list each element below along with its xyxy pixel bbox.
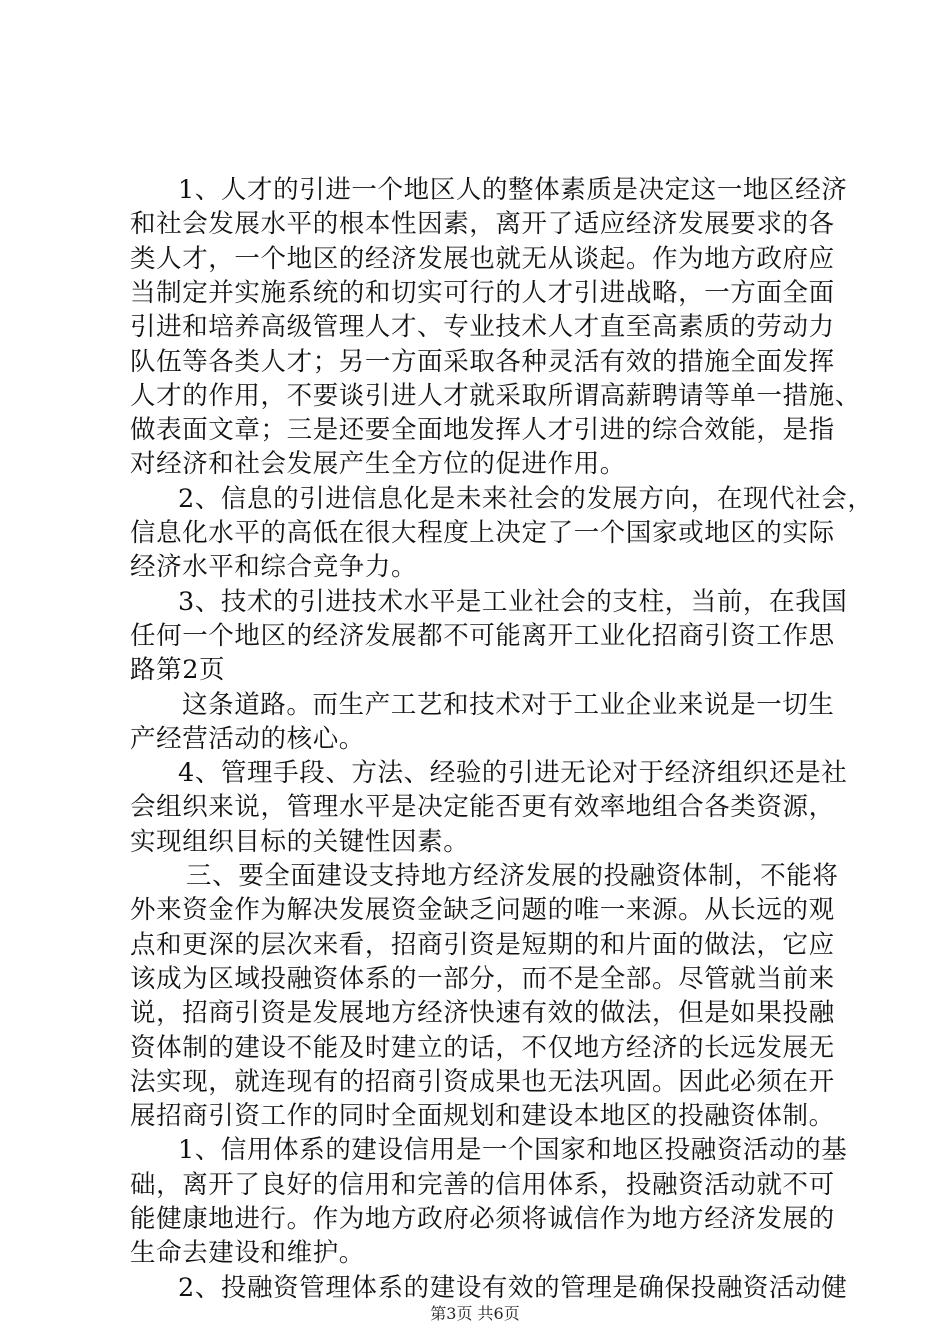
text-line: 经济水平和综合竞争力。 [130,552,418,582]
text-line: 三、要全面建设支持地方经济发展的投融资体制，不能将 [186,861,839,891]
text-line: 会组织来说，管理水平是决定能否更有效率地组合各类资源， [130,792,835,822]
text-line: 当制定并实施系统的和切实可行的人才引进战略，一方面全面 [130,278,835,308]
text-line: 4、管理手段、方法、经验的引进无论对于经济组织还是社 [178,758,848,788]
text-line: 做表面文章；三是还要全面地发挥人才引进的综合效能，是指 [130,415,835,445]
text-line: 2、信息的引进信息化是未来社会的发展方向，在现代社会， [178,484,874,514]
text-line: 这条道路。而生产工艺和技术对于工业企业来说是一切生 [182,690,835,720]
text-line: 础，离开了良好的信用和完善的信用体系，投融资活动就不可 [130,1170,835,1200]
text-line: 人才的作用，不要谈引进人才就采取所谓高薪聘请等单一措施、 [130,381,861,411]
text-line: 实现组织目标的关键性因素。 [130,827,470,857]
text-line: 能健康地进行。作为地方政府必须将诚信作为地方经济发展的 [130,1204,835,1234]
text-line: 法实现，就连现有的招商引资成果也无法巩固。因此必须在开 [130,1067,835,1097]
text-line: 1、信用体系的建设信用是一个国家和地区投融资活动的基 [178,1135,848,1165]
text-line: 点和更深的层次来看，招商引资是短期的和片面的做法，它应 [130,930,835,960]
text-line: 队伍等各类人才；另一方面采取各种灵活有效的措施全面发挥 [130,347,835,377]
text-line: 该成为区域投融资体系的一部分，而不是全部。尽管就当前来 [130,964,835,994]
text-line: 说，招商引资是发展地方经济快速有效的做法，但是如果投融 [130,998,835,1028]
text-line: 1、人才的引进一个地区人的整体素质是决定这一地区经济 [178,175,848,205]
text-line: 和社会发展水平的根本性因素，离开了适应经济发展要求的各 [130,209,835,239]
page-number-label: 第3页 共6页 [430,1304,520,1323]
page-footer [0,1304,950,1324]
text-line: 外来资金作为解决发展资金缺乏问题的唯一来源。从长远的观 [130,895,835,925]
text-line: 信息化水平的高低在很大程度上决定了一个国家或地区的实际 [130,518,835,548]
text-line: 产经营活动的核心。 [130,724,365,754]
text-line: 类人才，一个地区的经济发展也就无从谈起。作为地方政府应 [130,244,835,274]
text-line: 任何一个地区的经济发展都不可能离开工业化招商引资工作思 [130,621,835,651]
text-line: 路第2页 [130,655,226,685]
text-line: 资体制的建设不能及时建立的话，不仅地方经济的长远发展无 [130,1033,835,1063]
text-line: 展招商引资工作的同时全面规划和建设本地区的投融资体制。 [130,1101,835,1131]
text-line: 对经济和社会发展产生全方位的促进作用。 [130,449,626,479]
text-line: 生命去建设和维护。 [130,1238,365,1268]
text-line: 3、技术的引进技术水平是工业社会的支柱，当前，在我国 [178,587,848,617]
text-line: 2、投融资管理体系的建设有效的管理是确保投融资活动健 [178,1273,848,1303]
text-line: 引进和培养高级管理人才、专业技术人才直至高素质的劳动力 [130,312,835,342]
